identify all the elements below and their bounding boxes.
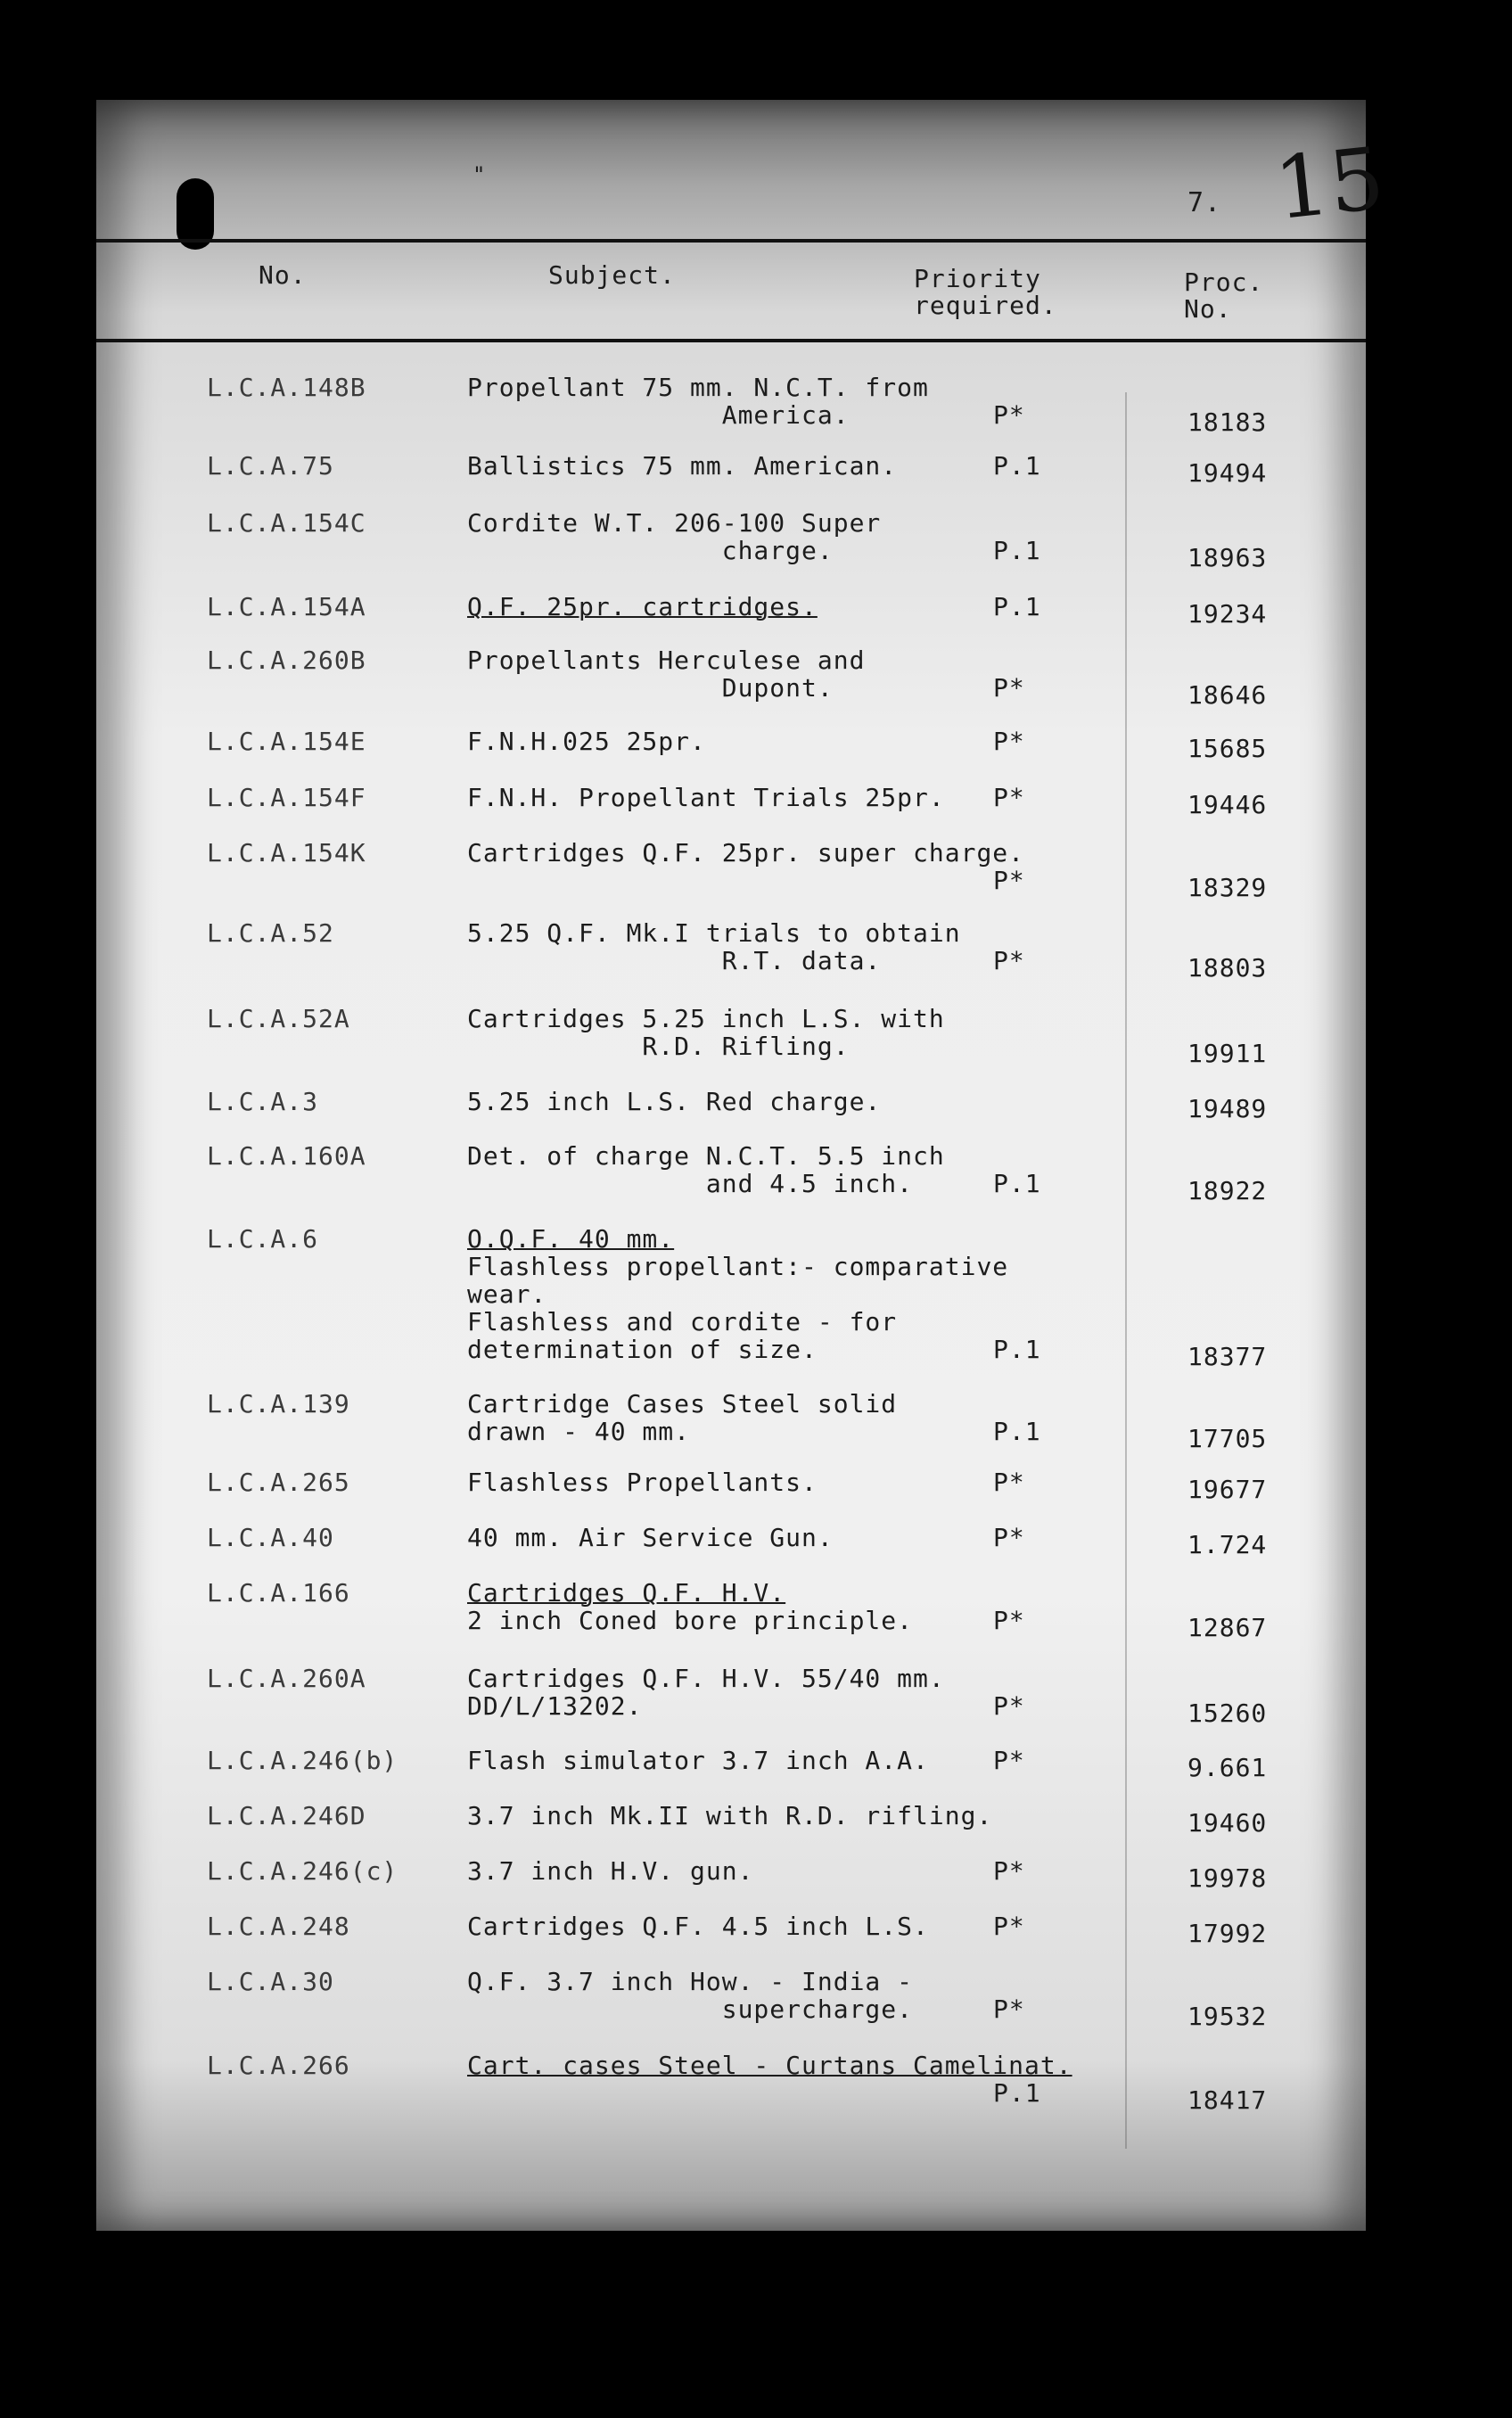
row-number: L.C.A.246(c) (207, 1856, 399, 1886)
row-priority: P.1 (993, 1169, 1041, 1198)
header-priority-line1: Priority (914, 264, 1041, 293)
row-subject-line: Flash simulator 3.7 inch A.A. (467, 1746, 929, 1775)
row-proc-number: 15260 (1187, 1698, 1268, 1728)
row-number: L.C.A.40 (207, 1523, 334, 1552)
row-priority: P.1 (993, 592, 1041, 621)
row-proc-number: 19532 (1187, 2002, 1268, 2031)
row-subject-line: F.N.H. Propellant Trials 25pr. (467, 783, 945, 812)
header-subject: Subject. (548, 260, 676, 290)
row-subject-line: Flashless propellant:- comparative (467, 1252, 1009, 1281)
row-subject-line: Cartridges Q.F. H.V. (467, 1578, 786, 1608)
row-proc-number: 19978 (1187, 1863, 1268, 1893)
row-priority: P* (993, 400, 1025, 430)
handwritten-folio-number: 15 (1270, 127, 1389, 240)
row-number: L.C.A.148B (207, 373, 366, 402)
row-subject-line: O.Q.F. 40 mm. (467, 1224, 675, 1254)
row-number: L.C.A.248 (207, 1912, 350, 1941)
row-number: L.C.A.154C (207, 508, 366, 538)
row-subject-line: Cartridges 5.25 inch L.S. with (467, 1004, 945, 1033)
row-subject-line: Cart. cases Steel - Curtans Camelinat. (467, 2051, 1072, 2080)
row-priority: P* (993, 727, 1025, 756)
row-number: L.C.A.52A (207, 1004, 350, 1033)
row-proc-number: 18646 (1187, 680, 1268, 710)
row-subject-line: 5.25 Q.F. Mk.I trials to obtain (467, 918, 961, 948)
row-number: L.C.A.266 (207, 2051, 350, 2080)
row-proc-number: 15685 (1187, 734, 1268, 763)
row-number: L.C.A.260B (207, 646, 366, 675)
header-priority-line2: required. (914, 291, 1057, 320)
row-subject-line: 2 inch Coned bore principle. (467, 1606, 914, 1635)
row-priority: P.1 (993, 1335, 1041, 1364)
row-subject-line: Cartridges Q.F. H.V. 55/40 mm. (467, 1664, 945, 1693)
row-subject-line: Dupont. (467, 673, 834, 703)
row-subject-line: Cartridge Cases Steel solid (467, 1389, 898, 1419)
row-proc-number: 18803 (1187, 953, 1268, 983)
row-priority: P* (993, 1523, 1025, 1552)
row-subject-line: determination of size. (467, 1335, 818, 1364)
row-number: L.C.A.154E (207, 727, 366, 756)
row-proc-number: 18963 (1187, 543, 1268, 572)
row-number: L.C.A.154A (207, 592, 366, 621)
row-subject-line: R.D. Rifling. (467, 1032, 850, 1061)
row-priority: P* (993, 866, 1025, 895)
row-priority: P* (993, 673, 1025, 703)
row-subject-line: Propellants Herculese and (467, 646, 866, 675)
row-number: L.C.A.160A (207, 1141, 366, 1171)
row-priority: P* (993, 1468, 1025, 1497)
row-priority: P* (993, 1994, 1025, 2024)
row-number: L.C.A.246(b) (207, 1746, 399, 1775)
row-subject-line: charge. (467, 536, 834, 565)
row-priority: P.1 (993, 1417, 1041, 1446)
row-number: L.C.A.3 (207, 1087, 319, 1116)
row-priority: P* (993, 1912, 1025, 1941)
row-priority: P* (993, 783, 1025, 812)
row-proc-number: 1.724 (1187, 1530, 1268, 1559)
row-subject-line: 5.25 inch L.S. Red charge. (467, 1087, 882, 1116)
row-proc-number: 18417 (1187, 2085, 1268, 2115)
row-number: L.C.A.166 (207, 1578, 350, 1608)
row-number: L.C.A.6 (207, 1224, 319, 1254)
row-priority: P.1 (993, 536, 1041, 565)
row-proc-number: 17705 (1187, 1424, 1268, 1453)
row-priority: P* (993, 1606, 1025, 1635)
row-proc-number: 18922 (1187, 1176, 1268, 1205)
row-proc-number: 19460 (1187, 1808, 1268, 1838)
row-number: L.C.A.246D (207, 1801, 366, 1830)
row-proc-number: 18183 (1187, 407, 1268, 437)
header-proc-line2: No. (1184, 294, 1232, 324)
row-priority: P* (993, 1856, 1025, 1886)
row-number: L.C.A.52 (207, 918, 334, 948)
row-priority: P* (993, 946, 1025, 975)
row-subject-line: Flashless and cordite - for (467, 1307, 898, 1336)
row-subject-line: 40 mm. Air Service Gun. (467, 1523, 834, 1552)
row-number: L.C.A.265 (207, 1468, 350, 1497)
row-subject-line: and 4.5 inch. (467, 1169, 914, 1198)
row-proc-number: 18377 (1187, 1342, 1268, 1371)
header-top-rule (96, 239, 1366, 243)
row-subject-line: Cartridges Q.F. 4.5 inch L.S. (467, 1912, 929, 1941)
row-priority: P.1 (993, 2078, 1041, 2108)
row-proc-number: 9.661 (1187, 1753, 1268, 1782)
row-number: L.C.A.139 (207, 1389, 350, 1419)
row-proc-number: 19494 (1187, 458, 1268, 488)
row-number: L.C.A.260A (207, 1664, 366, 1693)
header-proc-line1: Proc. (1184, 267, 1264, 297)
row-subject-line: Propellant 75 mm. N.C.T. from (467, 373, 929, 402)
row-number: L.C.A.75 (207, 451, 334, 481)
header-bottom-rule (96, 339, 1366, 342)
row-subject-line: America. (467, 400, 850, 430)
header-no: No. (259, 260, 307, 290)
row-number: L.C.A.154F (207, 783, 366, 812)
row-proc-number: 19446 (1187, 790, 1268, 819)
row-subject-line: supercharge. (467, 1994, 914, 2024)
row-subject-line: drawn - 40 mm. (467, 1417, 691, 1446)
page-number: 7. (1187, 187, 1222, 218)
row-subject-line: F.N.H.025 25pr. (467, 727, 706, 756)
row-priority: P.1 (993, 451, 1041, 481)
row-subject-line: wear. (467, 1279, 547, 1309)
row-priority: P* (993, 1691, 1025, 1721)
row-subject-line: Cordite W.T. 206-100 Super (467, 508, 882, 538)
row-proc-number: 19677 (1187, 1475, 1268, 1504)
row-priority: P* (993, 1746, 1025, 1775)
row-subject-line: Ballistics 75 mm. American. (467, 451, 898, 481)
row-subject-line: Det. of charge N.C.T. 5.5 inch (467, 1141, 945, 1171)
row-subject-line: Cartridges Q.F. 25pr. super charge. (467, 838, 1025, 868)
row-proc-number: 19911 (1187, 1039, 1268, 1068)
row-subject-line: 3.7 inch Mk.II with R.D. rifling. (467, 1801, 993, 1830)
row-number: L.C.A.154K (207, 838, 366, 868)
row-proc-number: 17992 (1187, 1919, 1268, 1948)
row-proc-number: 19234 (1187, 599, 1268, 629)
row-number: L.C.A.30 (207, 1967, 334, 1996)
row-proc-number: 12867 (1187, 1613, 1268, 1642)
row-subject-line: DD/L/13202. (467, 1691, 643, 1721)
row-subject-line: R.T. data. (467, 946, 882, 975)
row-subject-line: 3.7 inch H.V. gun. (467, 1856, 754, 1886)
row-subject-line: Q.F. 25pr. cartridges. (467, 592, 818, 621)
row-proc-number: 18329 (1187, 873, 1268, 902)
row-proc-number: 19489 (1187, 1094, 1268, 1123)
row-subject-line: Flashless Propellants. (467, 1468, 818, 1497)
column-guide-line (1125, 392, 1127, 2149)
ditto-mark: " (472, 162, 487, 187)
row-subject-line: Q.F. 3.7 inch How. - India - (467, 1967, 914, 1996)
